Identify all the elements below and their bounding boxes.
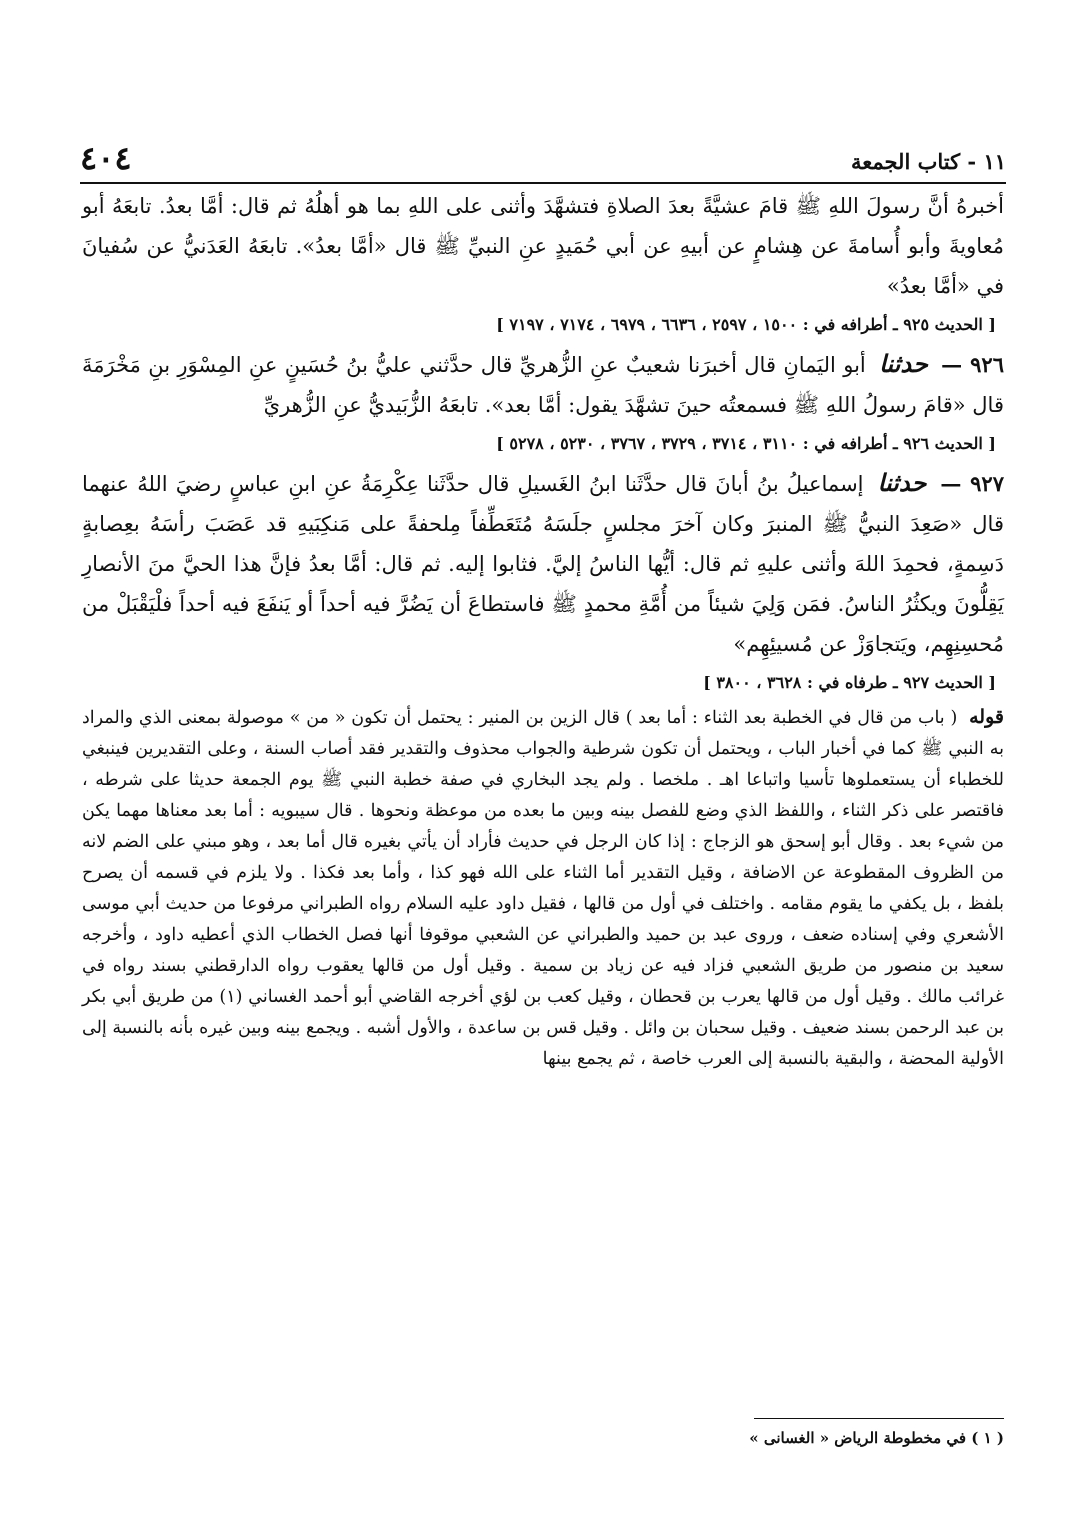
running-title: ١١ - كتاب الجمعة xyxy=(850,149,1006,174)
haddathana-word: حدثنا xyxy=(879,349,928,378)
hadith-number: ٩٢٧ — xyxy=(940,471,1004,496)
hadith-number: ٩٢٦ — xyxy=(941,352,1004,377)
footnote: ( ١ ) في مخطوطة الرياض « الغسانى » xyxy=(749,1429,1004,1447)
hadith-926-references: [ الحديث ٩٢٦ ـ أطرافه في : ٣١١٠ ، ٣٧١٤ ، ٣٧٢٩ ، ٣٧٦٧ ، ٥٢٣٠ ، ٥٢٧٨ ] xyxy=(496,434,996,453)
commentary xyxy=(82,702,1004,1075)
footnote-divider xyxy=(754,1418,1004,1419)
qawluhu-word: قوله xyxy=(969,706,1004,728)
haddathana-word: حدثنا xyxy=(877,468,927,497)
hadith-926 xyxy=(82,344,1004,425)
hadith-927-references: [ الحديث ٩٢٧ ـ طرفاه في : ٣٦٢٨ ، ٣٨٠٠ ] xyxy=(703,673,996,692)
hadith-925-references: [ الحديث ٩٢٥ ـ أطرافه في : ١٥٠٠ ، ٢٥٩٧ ، ٦٦٣٦ ، ٦٩٧٩ ، ٧١٧٤ ، ٧١٩٧ ] xyxy=(496,315,996,334)
hadith-text: إسماعيلُ بنُ أبانَ قال حدَّثَنا ابنُ الغَسيلِ قال حدَّثَنا عِكْرِمَةُ عنِ ابنِ عباسٍ رضيَ اللهُ عنهما قال «صَعِدَ النبيُّ ﷺ المنبرَ وكان آخرَ مجلسٍ جلَسَهُ مُتَعَطِّفاً مِلحفةً على مَنكِبَيهِ قد عَصَبَ رأسَهُ بعِصابةٍ دَسِمةٍ، فحمِدَ اللهَ وأثنى عليهِ ثم قال: أيُّها الناسُ إليَّ. فثابوا إليه. ثم قال: أمَّا بعدُ فإنَّ هذا الحيَّ منَ الأنصارِ يَقِلُّونَ ويكثُرُ الناسُ. فمَن وَلِيَ شيئاً من أُمَّةِ محمدٍ ﷺ فاستطاعَ أن يَضُرَّ فيه أحداً أو يَنفَعَ فيه أحداً فلْيَقْبَلْ من مُحسِنِهِم، ويَتجاوَزْ عن مُسيئِهِم» xyxy=(82,472,1004,656)
hadith-text: أبو اليَمانِ قال أخبرَنا شعيبٌ عنِ الزُّهريِّ قال حدَّثني عليُّ بنُ حُسَينٍ عنِ المِسْوَرِ بنِ مَخْرَمَةَ قال «قامَ رسولُ اللهِ ﷺ فسمعتُه حينَ تشهَّدَ يقول: أمَّا بعد». تابعَهُ الزُّبَيديُّ عنِ الزُّهريِّ xyxy=(82,353,1004,417)
page-number: ٤٠٤ xyxy=(80,139,132,177)
page-body xyxy=(82,186,1004,1075)
page-header xyxy=(80,128,1006,184)
commentary-text: ( باب من قال في الخطبة بعد الثناء : أما بعد ) قال الزين بن المنير : يحتمل أن تكون « من » موصولة بمعنى الذي والمراد به النبي ﷺ كما في أخبار الباب ، ويحتمل أن تكون شرطية والجواب محذوف والتقدير فقد أصاب السنة ، وعلى التقديرين فينبغي للخطباء أن يستعملوها تأسيا واتباعا اهـ . ملخصا . ولم يجد البخاري في صفة خطبة النبي ﷺ يوم الجمعة حديثا على شرطه ، فاقتصر على ذكر الثناء ، واللفظ الذي وضع للفصل بينه وبين ما بعده من موعظة ونحوها . قال سيبويه : أما بعد معناها مهما يكن من شيء بعد . وقال أبو إسحق هو الزجاج : إذا كان الرجل في حديث فأراد أن يأتي بغيره قال أما بعد ، وهو مبني على الضم لانه من الظروف المقطوعة عن الاضافة ، وقيل التقدير أما الثناء على الله فهو كذا ، وأما بعد فكذا . ولا يلزم في قسمه أن يصرح بلفظ ، بل يكفي ما يقوم مقامه . واختلف في أول من قالها ، فقيل داود عليه السلام رواه الطبراني مرفوعا من حديث أبي موسى الأشعري وفي إسناده ضعف ، وروى عبد بن حميد والطبراني عن الشعبي موقوفا أنها فصل الخطاب الذي أعطيه داود ، وأخرجه سعيد بن منصور من طريق الشعبي فزاد فيه عن زياد بن سمية . وقيل أول من قالها يعقوب رواه الدارقطني بسند رواه في غرائب مالك . وقيل أول من قالها يعرب بن قحطان ، وقيل كعب بن لؤي أخرجه القاضي أبو أحمد الغساني (١) من طريق أبي بكر بن عبد الرحمن بسند ضعيف . وقيل سحبان بن وائل . وقيل قس بن ساعدة ، والأول أشبه . ويجمع بينه وبين غيره بأنه بالنسبة إلى الأولية المحضة ، والبقية بالنسبة إلى العرب خاصة ، ثم يجمع بينها xyxy=(82,708,1004,1069)
hadith-927 xyxy=(82,463,1004,664)
hadith-925-continuation: أخبرهُ أنَّ رسولَ اللهِ ﷺ قامَ عشيَّةً بعدَ الصلاةِ فتشهَّدَ وأثنى على اللهِ بما هو أهلُهُ ثم قال: أمَّا بعدُ. تابعَهُ أبو مُعاويةَ وأبو أُسامةَ عن هِشامٍ عن أبيهِ عن أبي حُمَيدٍ عنِ النبيِّ ﷺ قال «أمَّا بعدُ». تابعَهُ العَدَنيُّ عن سُفيانَ في «أمَّا بعدُ» xyxy=(82,194,1004,298)
